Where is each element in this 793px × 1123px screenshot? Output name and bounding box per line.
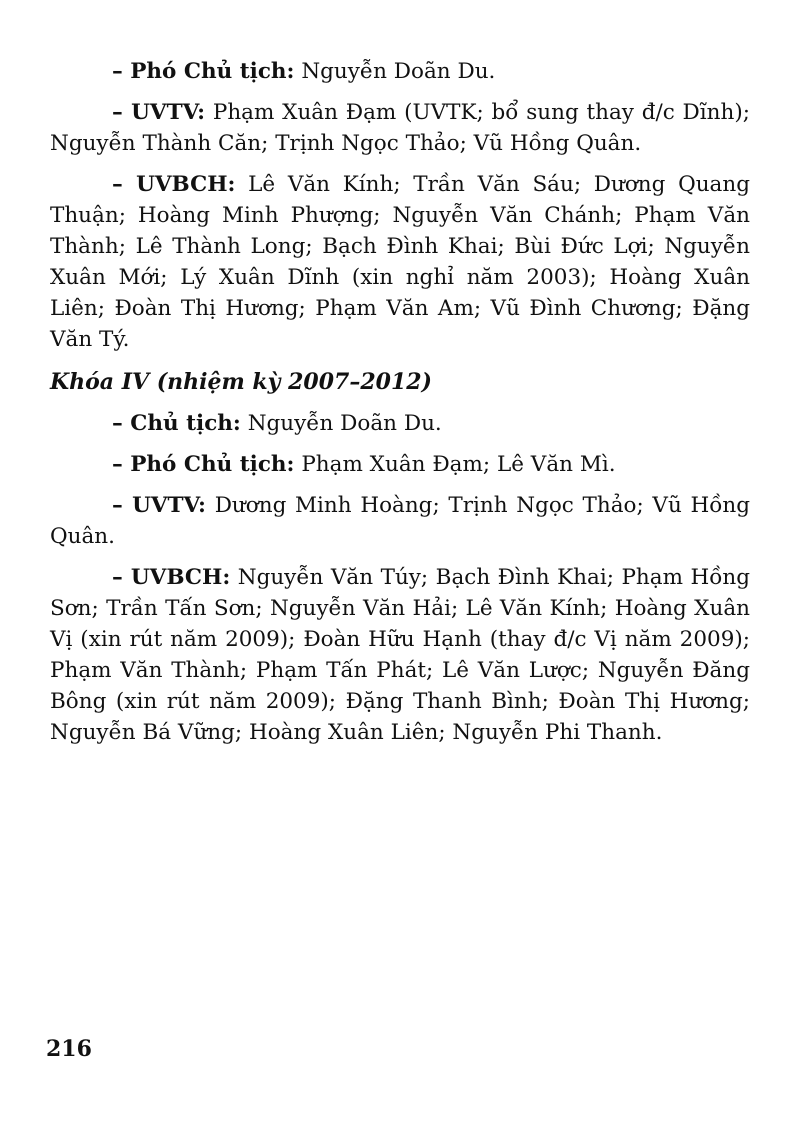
paragraph-label: – Phó Chủ tịch: [112,452,295,477]
paragraph-text: Nguyễn Văn Túy; Bạch Đình Khai; Phạm Hồng Sơn; Trần Tấn Sơn; Nguyễn Văn Hải; Lê Văn Kính; Hoàng Xuân Vị (xin rút năm 2009); Đoàn Hữu Hạnh (thay đ/c Vị năm 2009); Phạm Văn Thành; Phạm Tấn Phát; Lê Văn Lược; Nguyễn Đăng Bông (xin rút năm 2009); Đặng Thanh Bình; Đoàn Thị Hương; Nguyễn Bá Vững; Hoàng Xuân Liên; Nguyễn Phi Thanh. [50,565,750,745]
page-body [50,56,750,758]
paragraph-label: – UVBCH: [112,172,236,197]
paragraph-vice-chair [50,449,750,480]
paragraph-text: Phạm Xuân Đạm; Lê Văn Mì. [294,452,616,477]
paragraph-label: – Chủ tịch: [112,411,241,436]
paragraph-uvbch [50,169,750,355]
paragraph-chair [50,408,750,439]
section-heading: Khóa IV (nhiệm kỳ 2007–2012) [50,369,432,395]
paragraph-text: Dương Minh Hoàng; Trịnh Ngọc Thảo; Vũ Hồng Quân. [50,493,751,549]
paragraph-uvtv [50,97,750,159]
paragraph-vice-chair [50,56,750,87]
paragraph-label: – UVBCH: [112,565,231,590]
page-number: 216 [46,1036,92,1062]
paragraph-label: – UVTV: [112,493,206,518]
paragraph-text: Lê Văn Kính; Trần Văn Sáu; Dương Quang Thuận; Hoàng Minh Phượng; Nguyễn Văn Chánh; Phạm Văn Thành; Lê Thành Long; Bạch Đình Khai; Bùi Đức Lợi; Nguyễn Xuân Mới; Lý Xuân Dĩnh (xin nghỉ năm 2003); Hoàng Xuân Liên; Đoàn Thị Hương; Phạm Văn Am; Vũ Đình Chương; Đặng Văn Tý. [50,172,750,352]
paragraph-text: Nguyễn Doãn Du. [240,411,442,436]
paragraph-uvbch [50,562,750,748]
paragraph-text: Nguyễn Doãn Du. [294,59,496,84]
paragraph-text: Phạm Xuân Đạm (UVTK; bổ sung thay đ/c Dĩnh); Nguyễn Thành Căn; Trịnh Ngọc Thảo; Vũ Hồng Quân. [50,100,751,156]
paragraph-label: – UVTV: [112,100,206,125]
paragraph-label: – Phó Chủ tịch: [112,59,295,84]
paragraph-uvtv [50,490,750,552]
